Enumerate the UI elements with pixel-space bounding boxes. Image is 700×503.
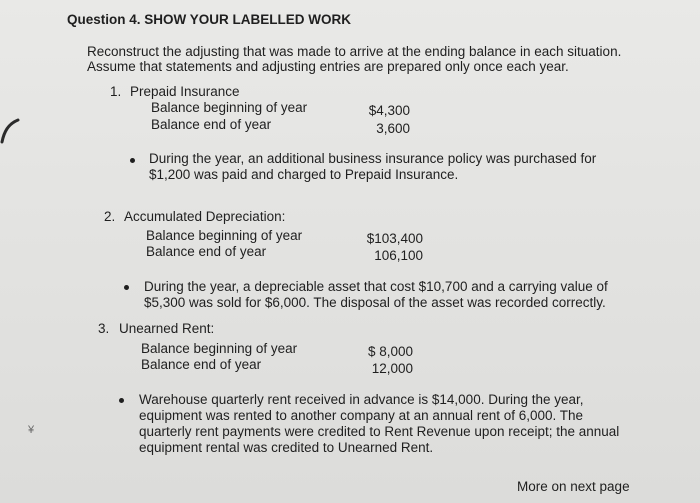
item-1-number: 1. <box>110 84 122 99</box>
item-2-title: Accumulated Depreciation: <box>124 209 286 224</box>
item-3-end-label: Balance end of year <box>141 357 262 372</box>
margin-mark: ¥ <box>28 424 35 436</box>
item-3-note-line-2: equipment was rented to another company at an annual rent of 6,000. The <box>139 408 584 423</box>
intro-line-1: Reconstruct the adjusting that was made to arrive at the ending balance in each situation. <box>87 44 622 59</box>
item-1-note-line-1: During the year, an additional business insurance policy was purchased for <box>149 151 597 166</box>
item-2-note-line-2: $5,300 was sold for $6,000. The disposal of the asset was recorded correctly. <box>144 295 606 310</box>
item-3-note-line-1: Warehouse quarterly rent received in advance is $14,000. During the year, <box>139 392 584 407</box>
intro-line-2: Assume that statements and adjusting entries are prepared only once each year. <box>87 59 569 74</box>
pen-mark-icon <box>0 118 22 144</box>
item-2-note-line-1: During the year, a depreciable asset that cost $10,700 and a carrying value of <box>144 279 608 294</box>
item-2-end-label: Balance end of year <box>146 244 267 259</box>
item-3-begin-value: $ 8,000 <box>367 344 413 359</box>
item-2-begin-value: $103,400 <box>366 231 423 246</box>
item-3-begin-label: Balance beginning of year <box>141 341 298 356</box>
item-3-note-line-4: equipment rental was credited to Unearned Rent. <box>139 440 434 455</box>
bullet-2 <box>124 285 129 290</box>
item-1-begin-label: Balance beginning of year <box>151 100 308 115</box>
bullet-3 <box>119 398 124 403</box>
item-3-note-line-3: quarterly rent payments were credited to Rent Revenue upon receipt; the annual <box>139 424 620 439</box>
item-1-note-line-2: $1,200 was paid and charged to Prepaid Insurance. <box>149 167 459 182</box>
item-3-title: Unearned Rent: <box>119 321 215 336</box>
item-2-number: 2. <box>104 209 116 224</box>
bullet-1 <box>130 158 135 163</box>
item-1-begin-value: $4,300 <box>368 103 410 118</box>
question-heading: Question 4. SHOW YOUR LABELLED WORK <box>67 12 352 27</box>
item-2-begin-label: Balance beginning of year <box>146 228 303 243</box>
item-3-number: 3. <box>98 321 110 336</box>
item-1-end-label: Balance end of year <box>151 117 272 132</box>
footer-note: More on next page <box>517 479 630 494</box>
item-3-end-value: 12,000 <box>371 361 413 376</box>
item-1-title: Prepaid Insurance <box>130 84 240 99</box>
item-2-end-value: 106,100 <box>374 248 423 263</box>
item-1-end-value: 3,600 <box>376 121 410 136</box>
